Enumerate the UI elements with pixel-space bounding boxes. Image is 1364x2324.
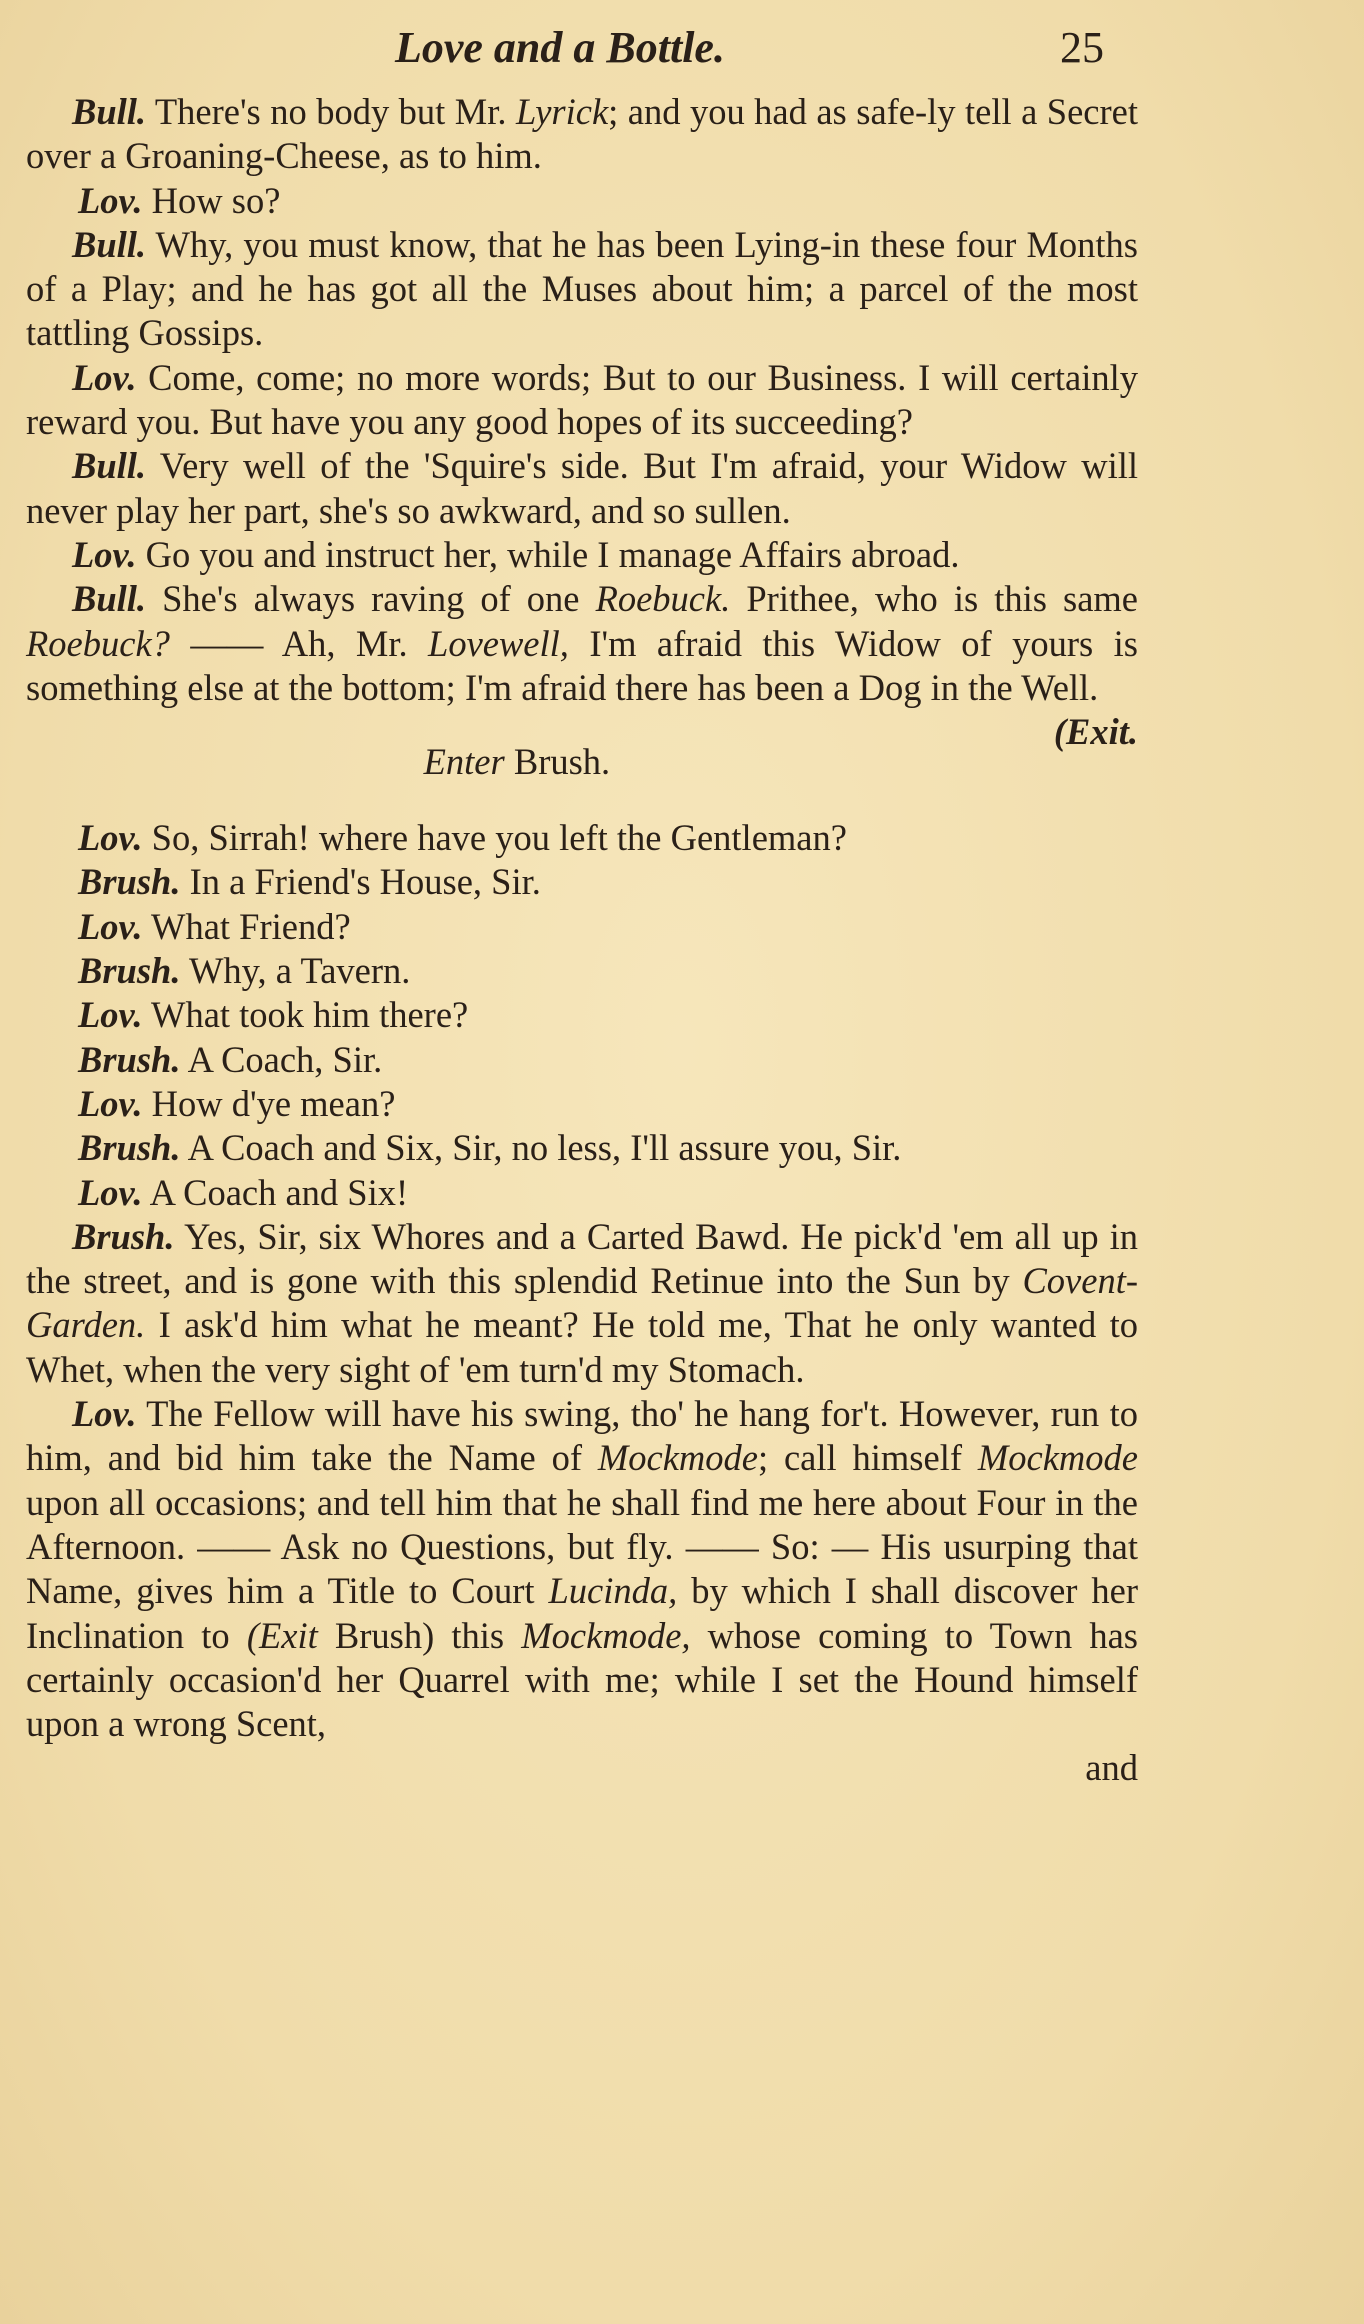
speaker-name: Lov. (78, 817, 143, 859)
speech-text: What took him there? (142, 994, 469, 1036)
character-name: Lucinda, (548, 1570, 678, 1612)
stage-direction-exit: (Exit. (1053, 711, 1138, 753)
speaker-name: Lov. (78, 1082, 143, 1124)
stage-direction-entrance (26, 740, 1138, 784)
running-title: Love and a Bottle. (395, 23, 725, 72)
speech-text: Why, you must know, that he has been Lying-in these four Months of a Play; and he has got all the Muses about him; a parcel of the most tattling Gossips. (26, 223, 1138, 354)
speech-text: Why, a Tavern. (180, 950, 411, 992)
speech-text: Prithee, who is this same (730, 578, 1138, 620)
speech-lov-3 (26, 533, 1138, 577)
character-name: Mockmode, (521, 1614, 691, 1656)
speaker-name: Brush. (78, 1038, 181, 1080)
speech-text: What Friend? (142, 905, 351, 947)
speech-text: The Fellow will have his swing, tho' he hang for't. However, run to him, and bid him take the Name of (26, 1393, 1138, 1479)
place-name: Covent-Garden. (26, 1260, 1138, 1346)
speech-text: I'm afraid this Widow of yours is something else at the bottom; I'm afraid there has been a Dog in the Well. (26, 622, 1138, 708)
character-name: Lovewell, (428, 622, 569, 664)
speech-text: A Coach and Six! (142, 1171, 409, 1213)
speech-text: In a Friend's House, Sir. (180, 861, 541, 903)
speech-text: How d'ye mean? (142, 1082, 396, 1124)
speech-text: So, Sirrah! where have you left the Gentleman? (142, 817, 847, 859)
speaker-name: Lov. (78, 1171, 143, 1213)
speech-brush-5 (26, 1215, 1138, 1392)
speech-text: Brush) this (317, 1614, 522, 1656)
speech-text: Yes, Sir, six Whores and a Carted Bawd. He pick'd 'em all up in the street, and is gone with this splendid Retinue into the Sun by (26, 1215, 1138, 1302)
speech-bull-3 (26, 444, 1138, 533)
speech-text: There's no body but Mr. (146, 91, 516, 132)
character-name: Lyrick (516, 91, 609, 132)
catchword: and (1085, 1747, 1138, 1789)
speech-text: How so? (142, 179, 281, 221)
speech-text: A Coach, Sir. (180, 1038, 383, 1080)
character-name: Mockmode (977, 1437, 1138, 1479)
stage-direction-enter: Enter (423, 741, 505, 783)
stage-direction-exit: (Exit (246, 1614, 318, 1656)
speech-brush-1 (26, 860, 1138, 904)
speech-text: Go you and instruct her, while I manage Affairs abroad. (136, 533, 960, 575)
speech-text: ; and you had as safe-ly tell a Secret over a Groaning-Cheese, as to him. (26, 91, 1138, 177)
speaker-name: Brush. (72, 1215, 175, 1257)
speaker-name: Bull. (72, 223, 147, 265)
character-name: Roebuck. (595, 578, 731, 620)
speech-text: upon all occasions; and tell him that he shall find me here about Four in the Afternoon. —— Ask no Questions, but fly. —— So: — His usurping that Name, gives him a Title to Court (26, 1481, 1138, 1612)
speaker-name: Bull. (72, 445, 147, 487)
speech-text: ; call himself (757, 1437, 978, 1479)
speech-text: Come, come; no more words; But to our Business. I will certainly reward you. But have you any good hopes of its succeeding? (26, 356, 1138, 443)
speech-lov-5 (26, 905, 1138, 949)
speech-bull-1 (26, 90, 1138, 179)
speech-lov-6 (26, 993, 1138, 1037)
speech-brush-3 (26, 1038, 1138, 1082)
catchword-row (26, 1746, 1138, 1790)
speech-bull-4 (26, 577, 1138, 753)
character-name: Brush. (513, 741, 611, 783)
speech-brush-4 (26, 1126, 1138, 1170)
speaker-name: Lov. (78, 905, 143, 947)
speech-text: She's always raving of one (146, 578, 596, 620)
speaker-name: Brush. (78, 861, 181, 903)
speech-lov-1 (26, 179, 1138, 223)
page-number: 25 (1060, 23, 1104, 72)
speaker-name: Bull. (72, 91, 147, 132)
character-name: Mockmode (597, 1437, 758, 1479)
speech-text: Very well of the 'Squire's side. But I'm afraid, your Widow will never play her part, she's so awkward, and so sullen. (26, 445, 1138, 531)
speech-lov-9 (26, 1392, 1138, 1746)
speaker-name: Brush. (78, 1127, 181, 1169)
speech-text: by which I shall discover her Inclination to (26, 1570, 1138, 1656)
speech-brush-2 (26, 949, 1138, 993)
speaker-name: Bull. (72, 578, 147, 620)
speech-text: A Coach and Six, Sir, no less, I'll assure you, Sir. (180, 1127, 902, 1169)
speech-lov-8 (26, 1171, 1138, 1215)
speaker-name: Lov. (78, 179, 143, 221)
speech-lov-2 (26, 356, 1138, 445)
speech-text: I ask'd him what he meant? He told me, That he only wanted to Whet, when the very sight of 'em turn'd my Stomach. (26, 1304, 1138, 1390)
speaker-name: Lov. (72, 1393, 137, 1435)
speech-lov-7 (26, 1082, 1138, 1126)
speech-lov-4 (26, 816, 1138, 860)
speaker-name: Lov. (78, 994, 143, 1036)
character-name: Roebuck? (26, 622, 170, 664)
speech-bull-2 (26, 223, 1138, 356)
speaker-name: Lov. (72, 533, 137, 575)
running-head (0, 22, 1364, 82)
play-text (26, 90, 1138, 1790)
speaker-name: Lov. (72, 356, 137, 398)
speaker-name: Brush. (78, 950, 181, 992)
speech-text: whose coming to Town has certainly occasion'd her Quarrel with me; while I set the Hound himself upon a wrong Scent, (26, 1614, 1138, 1745)
speech-text: —— Ah, Mr. (169, 622, 429, 664)
